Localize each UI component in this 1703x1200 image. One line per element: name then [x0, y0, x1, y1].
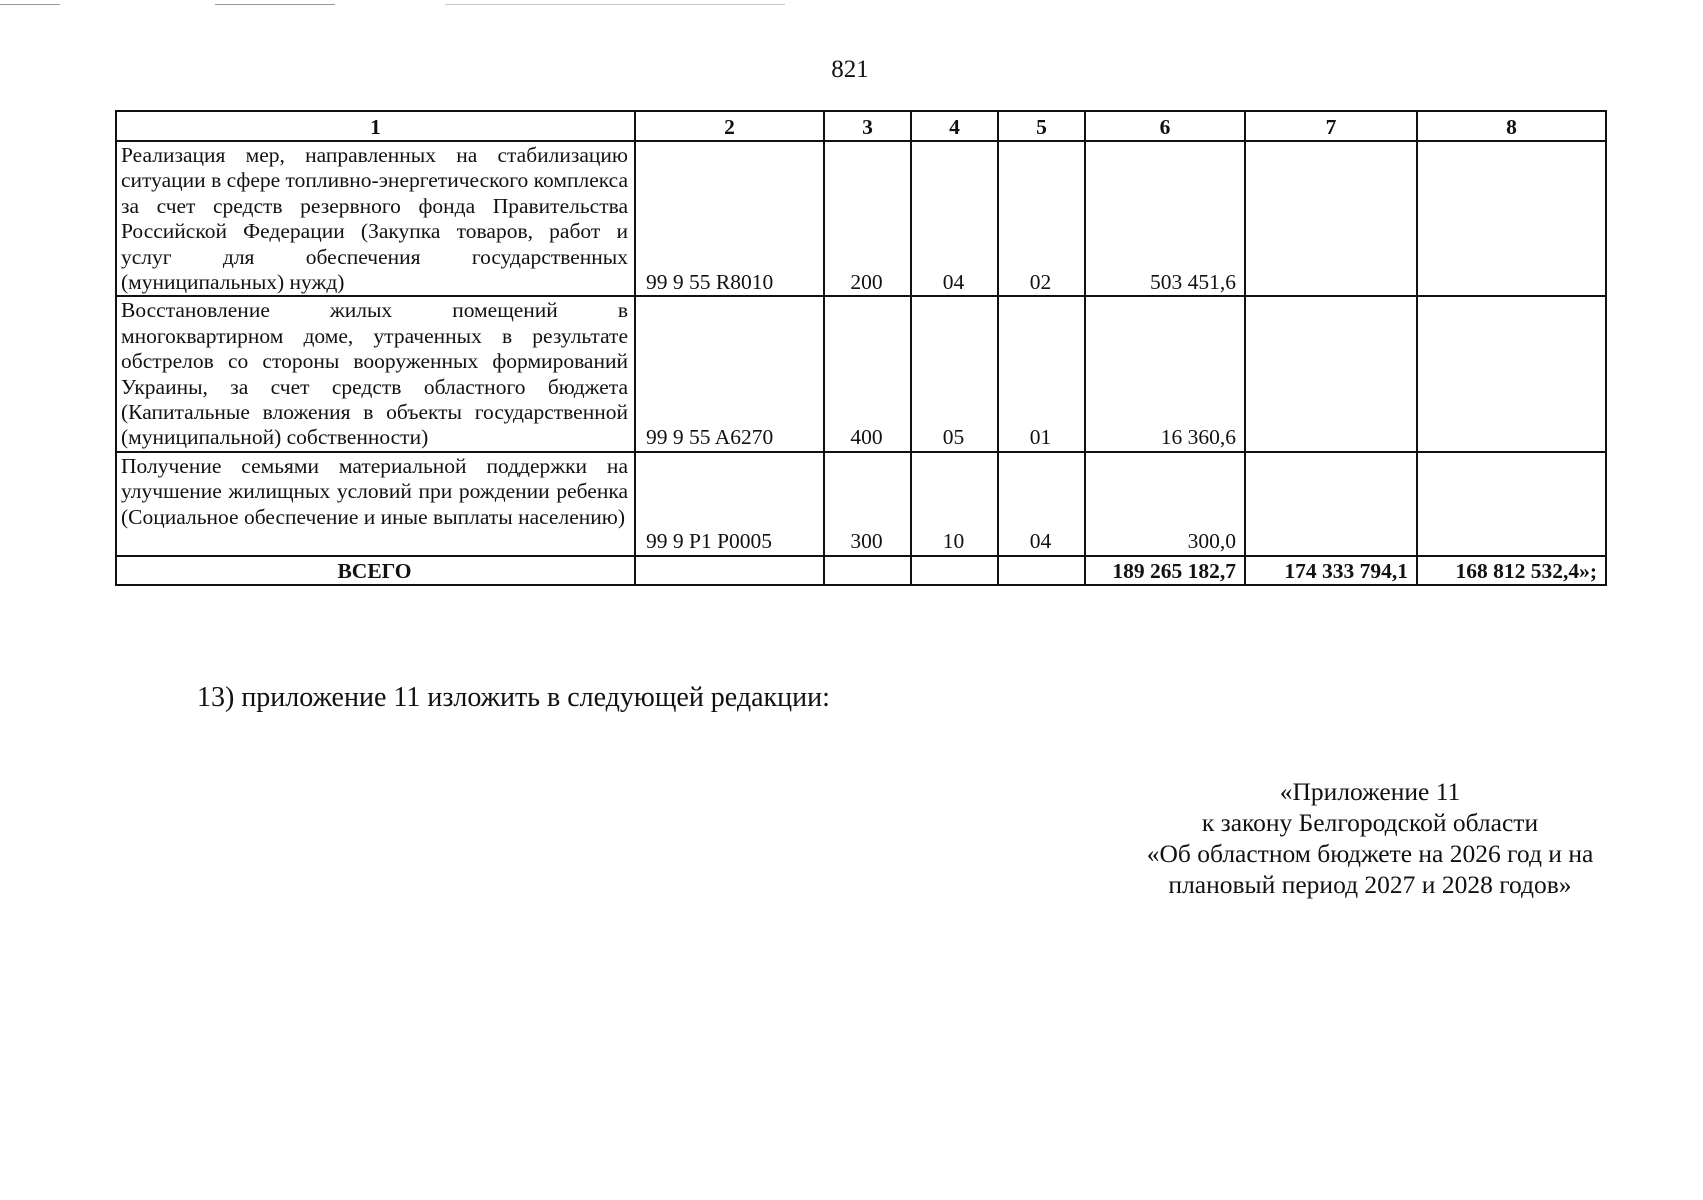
appendix-header-line: плановый период 2027 и 2028 годов» — [1168, 870, 1572, 899]
row-col6: 16 360,6 — [1085, 296, 1245, 451]
row-col3: 300 — [824, 452, 911, 556]
row-code: 99 9 55 A6270 — [635, 296, 824, 451]
table-row — [116, 452, 1606, 556]
row-col3: 200 — [824, 141, 911, 296]
scan-artifact-line — [0, 4, 60, 5]
row-description: Реализация мер, направленных на стабилизацию ситуации в сфере топливно-энергетического комплекса за счет средств резервного фонда Правительства Российской Федерации (Закупка товаров, работ и услуг для обеспечения государственных (муниципальных) нужд) — [116, 141, 635, 296]
row-code: 99 9 55 R8010 — [635, 141, 824, 296]
column-header: 3 — [824, 111, 911, 141]
row-col4: 05 — [911, 296, 998, 451]
row-col8 — [1417, 296, 1606, 451]
total-col6: 189 265 182,7 — [1085, 556, 1245, 585]
table-row — [116, 296, 1606, 451]
row-col5: 04 — [998, 452, 1085, 556]
table-header-row — [116, 111, 1606, 141]
appendix-header-line: «Об областном бюджете на 2026 год и на — [1146, 839, 1594, 868]
instruction-text: 13) приложение 11 изложить в следующей редакции: — [197, 682, 830, 713]
total-row — [116, 556, 1606, 585]
column-header: 1 — [116, 111, 635, 141]
row-description: Восстановление жилых помещений в многоквартирном доме, утраченных в результате обстрелов со стороны вооруженных формирований Украины, за счет средств областного бюджета (Капитальные вложения в объекты государственной (муниципальной) собственности) — [116, 296, 635, 451]
appendix-header-line: к закону Белгородской области — [1201, 808, 1539, 837]
row-col6: 300,0 — [1085, 452, 1245, 556]
row-col8 — [1417, 452, 1606, 556]
total-label: ВСЕГО — [116, 556, 635, 585]
row-col4: 04 — [911, 141, 998, 296]
row-col7 — [1245, 141, 1417, 296]
row-code: 99 9 P1 P0005 — [635, 452, 824, 556]
column-header: 7 — [1245, 111, 1417, 141]
scan-artifact-line — [445, 4, 785, 5]
row-col3: 400 — [824, 296, 911, 451]
total-col4 — [911, 556, 998, 585]
column-header: 2 — [635, 111, 824, 141]
row-description: Получение семьями материальной поддержки на улучшение жилищных условий при рождении ребенка (Социальное обеспечение и иные выплаты населению) — [116, 452, 635, 556]
column-header: 6 — [1085, 111, 1245, 141]
column-header: 4 — [911, 111, 998, 141]
row-col7 — [1245, 452, 1417, 556]
table-row — [116, 141, 1606, 296]
row-col5: 02 — [998, 141, 1085, 296]
row-col4: 10 — [911, 452, 998, 556]
column-header: 8 — [1417, 111, 1606, 141]
total-col5 — [998, 556, 1085, 585]
row-col8 — [1417, 141, 1606, 296]
column-header: 5 — [998, 111, 1085, 141]
total-col7: 174 333 794,1 — [1245, 556, 1417, 585]
row-col5: 01 — [998, 296, 1085, 451]
total-col8: 168 812 532,4»; — [1417, 556, 1606, 585]
appendix-header — [1110, 776, 1630, 900]
page-number: 821 — [831, 56, 869, 83]
appendix-header-line: «Приложение 11 — [1279, 777, 1461, 806]
row-col7 — [1245, 296, 1417, 451]
total-col3 — [824, 556, 911, 585]
scan-artifact-line — [215, 4, 335, 5]
row-col6: 503 451,6 — [1085, 141, 1245, 296]
budget-table — [115, 110, 1607, 586]
total-col2 — [635, 556, 824, 585]
